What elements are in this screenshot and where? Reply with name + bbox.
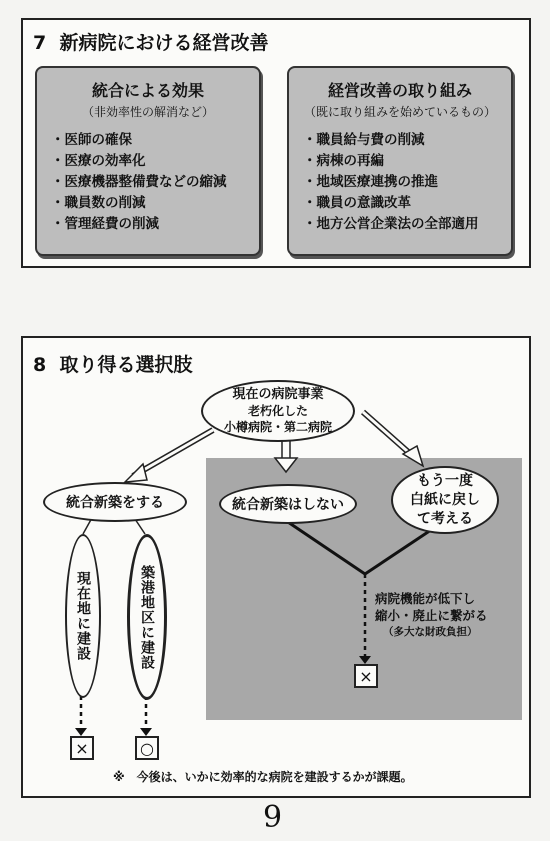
arrowhead-decline bbox=[359, 656, 371, 664]
arrow-to-reconsider bbox=[363, 412, 423, 466]
option-reconsider-ellipse bbox=[391, 466, 499, 534]
list-item: ・病棟の再編 bbox=[303, 153, 384, 169]
box-subheading: （非効率性の解消など） bbox=[81, 105, 214, 119]
list-item: ・地域医療連携の推進 bbox=[303, 174, 438, 190]
improvements-list bbox=[303, 130, 511, 235]
option-build-ellipse bbox=[43, 482, 187, 522]
site-current-label: 現在地に建設 bbox=[75, 571, 91, 661]
management-improvement-box bbox=[287, 66, 513, 256]
current-hospital-ellipse bbox=[201, 380, 355, 442]
reconsider-line: て考える bbox=[417, 510, 473, 527]
list-item: ・医師の確保 bbox=[51, 132, 132, 148]
box-heading: 経営改善の取り組み bbox=[327, 81, 472, 100]
list-item: ・職員の意識改革 bbox=[303, 195, 411, 211]
section-8-note: ※ 今後は、いかに効率的な病院を建設するかが課題。 bbox=[113, 770, 413, 784]
list-item: ・管理経費の削減 bbox=[51, 216, 159, 232]
site-chikko-ellipse bbox=[127, 534, 167, 700]
section-8-panel bbox=[21, 336, 531, 798]
reconsider-line: 白紙に戻し bbox=[410, 491, 480, 508]
arrow-to-build bbox=[125, 430, 213, 482]
consequence-line1: 病院機能が低下し bbox=[375, 591, 476, 606]
list-item: ・職員数の削減 bbox=[51, 195, 146, 211]
list-item: ・職員給与費の削減 bbox=[303, 132, 425, 148]
section-title-text: 取り得る選択肢 bbox=[59, 354, 193, 376]
convergence-line-left bbox=[279, 516, 365, 574]
current-line1: 現在の病院事業 bbox=[232, 387, 324, 402]
box-heading: 統合による効果 bbox=[91, 81, 204, 100]
option-no-build-label: 統合新築はしない bbox=[232, 497, 344, 513]
x-mark-icon: × bbox=[359, 666, 373, 686]
consequence-text bbox=[375, 590, 488, 641]
section-title-text: 新病院における経営改善 bbox=[59, 32, 269, 54]
option-build-label: 統合新築をする bbox=[66, 495, 164, 511]
integration-effects-box bbox=[35, 66, 261, 256]
list-item: ・医療機器整備費などの縮減 bbox=[51, 174, 227, 190]
site-current-ellipse bbox=[65, 534, 101, 698]
circle-mark-icon: ○ bbox=[140, 738, 154, 758]
section-number: 8 bbox=[33, 354, 47, 376]
effects-list bbox=[51, 130, 259, 235]
current-line2: 老朽化した bbox=[247, 404, 308, 418]
section-7-title bbox=[33, 28, 268, 55]
consequence-note: （多大な財政負担） bbox=[383, 626, 478, 638]
page-number: 9 bbox=[263, 800, 283, 835]
site-chikko-label: 築港地区に建設 bbox=[139, 564, 155, 670]
reconsider-line: もう一度 bbox=[417, 472, 473, 489]
current-line3: 小樽病院・第二病院 bbox=[223, 420, 332, 434]
box-subheading: （既に取り組みを始めているもの） bbox=[303, 105, 496, 119]
section-7-panel bbox=[21, 18, 531, 268]
list-item: ・地方公営企業法の全部適用 bbox=[303, 216, 479, 232]
section-number: 7 bbox=[33, 32, 47, 54]
list-item: ・医療の効率化 bbox=[51, 153, 146, 169]
consequence-line2: 縮小・廃止に繋がる bbox=[375, 608, 488, 623]
decline-x-mark bbox=[354, 664, 378, 688]
option-no-build-ellipse bbox=[219, 484, 357, 524]
chikko-site-o-mark bbox=[135, 736, 159, 760]
x-mark-icon: × bbox=[75, 738, 89, 758]
current-site-x-mark bbox=[70, 736, 94, 760]
